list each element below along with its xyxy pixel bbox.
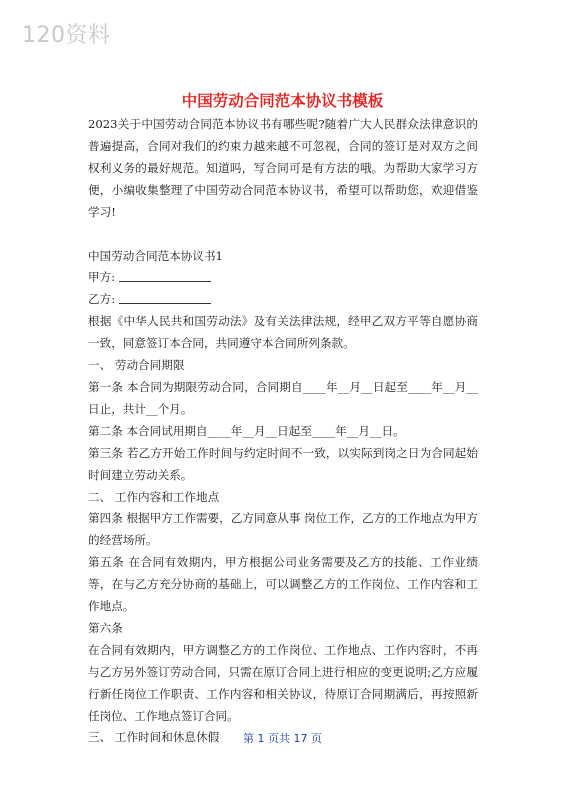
article-3: 第三条 若乙方开始工作时间与约定时间不一致，以实际到岗之日为合同起始时间建立劳动关系。 xyxy=(88,445,478,482)
party-a-blank xyxy=(119,268,211,282)
article-2: 第二条 本合同试用期自____年__月__日起至____年__月__日。 xyxy=(88,423,405,438)
paragraph-gap xyxy=(88,224,478,246)
party-b-line xyxy=(88,289,478,311)
contract-title: 中国劳动合同范本协议书1 xyxy=(88,248,223,263)
article-4: 第四条 根据甲方工作需要，乙方同意从事 岗位工作，乙方的工作地点为甲方的经营场所。 xyxy=(88,511,478,548)
section-heading-3: 三、 工作时间和休息休假 xyxy=(88,730,220,745)
party-a-label: 甲方: xyxy=(88,270,116,285)
section-heading-2: 二、 工作内容和工作地点 xyxy=(88,489,220,504)
intro-paragraph: 2023关于中国劳动合同范本协议书有哪些呢?随着广大人民群众法律意识的普遍提高，合同对我们的约束力越来越不可忽视，合同的签订是对双方之间权利义务的最好规范。知道吗，写合同可是有方法的哦。为帮助大家学习方便，小编收集整理了中国劳动合同范本协议书，希望可以帮助您，欢迎借鉴学习! xyxy=(88,117,478,219)
document-title: 中国劳动合同范本协议书模板 xyxy=(181,92,384,110)
watermark-logo: 120资料 xyxy=(22,23,111,48)
party-a-line xyxy=(88,267,478,289)
article-6: 在合同有效期内，甲方调整乙方的工作岗位、工作地点、工作内容时，不再与乙方另外签订劳动合同，只需在原订合同上进行相应的变更说明;乙方应履行新任岗位工作职责、工作内容和相关协议，待原订合同期满后，再按照新任岗位、工作地点签订合同。 xyxy=(88,642,478,723)
article-1: 第一条 本合同为期限劳动合同，合同期自____年__月__日起至____年__月__日止，共计__个月。 xyxy=(88,379,478,416)
party-b-blank xyxy=(119,290,211,304)
page-footer: 第 1 页共 17 页 xyxy=(243,732,322,745)
article-5: 第五条 在合同有效期内，甲方根据公司业务需要及乙方的技能、工作业绩等，在与乙方充分协商的基础上，可以调整乙方的工作岗位、工作内容和工作地点。 xyxy=(88,555,478,614)
article-6-heading: 第六条 xyxy=(88,620,123,635)
document-body xyxy=(88,114,478,749)
basis-paragraph: 根据《中华人民共和国劳动法》及有关法律法规，经甲乙双方平等自愿协商一致，同意签订本合同，共同遵守本合同所列条款。 xyxy=(88,314,478,351)
section-heading-1: 一、 劳动合同期限 xyxy=(88,358,185,373)
party-b-label: 乙方: xyxy=(88,292,116,307)
